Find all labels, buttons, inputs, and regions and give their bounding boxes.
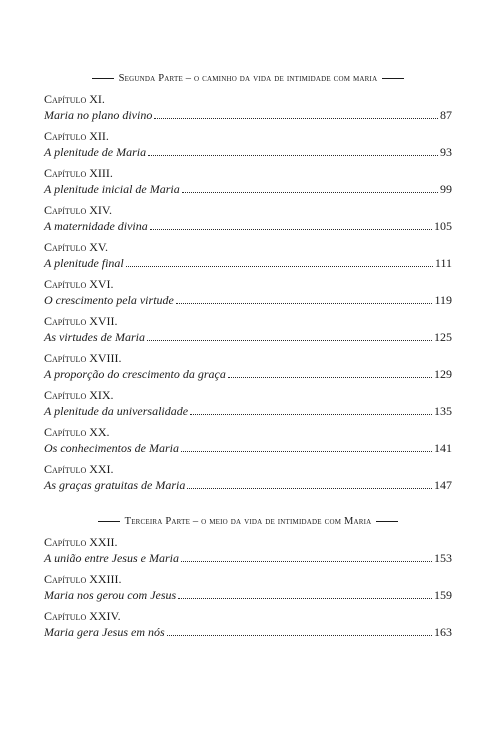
chapter-title: A plenitude de Maria — [44, 145, 147, 159]
chapter-title: Maria nos gerou com Jesus — [44, 588, 177, 602]
dot-leader — [178, 598, 432, 599]
chapter-number: Capítulo XX. — [44, 425, 110, 439]
chapter-number: Capítulo XXIII. — [44, 572, 122, 586]
chapter-title: A proporção do crescimento da graça — [44, 367, 226, 381]
heading-rule-left — [92, 78, 114, 79]
page-number: 159 — [434, 588, 452, 602]
toc-entry-list — [44, 535, 452, 640]
chapter-title: A plenitude final — [44, 256, 124, 270]
chapter-title: As graças gratuitas de Maria — [44, 478, 186, 492]
chapter-number: Capítulo XIX. — [44, 388, 114, 402]
toc-entry[interactable] — [44, 277, 452, 308]
page-number: 125 — [434, 330, 452, 344]
dot-leader — [176, 303, 433, 304]
page-number: 135 — [434, 404, 452, 418]
chapter-number: Capítulo XI. — [44, 92, 105, 106]
toc-section-segunda-parte — [44, 70, 452, 493]
dot-leader — [150, 229, 432, 230]
chapter-number: Capítulo XVIII. — [44, 351, 122, 365]
heading-rule-left — [98, 521, 120, 522]
table-of-contents — [44, 70, 452, 652]
toc-entry[interactable] — [44, 92, 452, 123]
page-number: 119 — [434, 293, 452, 307]
toc-entry[interactable] — [44, 166, 452, 197]
chapter-title: A plenitude da universalidade — [44, 404, 189, 418]
chapter-number: Capítulo XV. — [44, 240, 109, 254]
chapter-title: Os conhecimentos de Maria — [44, 441, 179, 455]
toc-section-terceira-parte — [44, 513, 452, 640]
chapter-title: Maria gera Jesus em nós — [44, 625, 165, 639]
chapter-number: Capítulo XIV. — [44, 203, 113, 217]
heading-rule-right — [382, 78, 404, 79]
dot-leader — [126, 266, 433, 267]
page-number: 93 — [440, 145, 452, 159]
toc-entry-list — [44, 92, 452, 493]
dot-leader — [187, 488, 432, 489]
page-number: 99 — [440, 182, 452, 196]
chapter-number: Capítulo XII. — [44, 129, 109, 143]
chapter-number: Capítulo XVI. — [44, 277, 114, 291]
dot-leader — [190, 414, 432, 415]
toc-entry[interactable] — [44, 609, 452, 640]
dot-leader — [181, 561, 432, 562]
toc-entry[interactable] — [44, 425, 452, 456]
page-number: 163 — [434, 625, 452, 639]
toc-entry[interactable] — [44, 240, 452, 271]
toc-entry[interactable] — [44, 388, 452, 419]
chapter-number: Capítulo XXI. — [44, 462, 114, 476]
toc-entry[interactable] — [44, 572, 452, 603]
chapter-number: Capítulo XXII. — [44, 535, 118, 549]
chapter-title: Maria no plano divino — [44, 108, 153, 122]
toc-entry[interactable] — [44, 314, 452, 345]
page-number: 129 — [434, 367, 452, 381]
chapter-number: Capítulo XVII. — [44, 314, 118, 328]
toc-entry[interactable] — [44, 462, 452, 493]
toc-entry[interactable] — [44, 535, 452, 566]
part-heading-text: Segunda Parte – o caminho da vida de intimidade com maria — [118, 72, 378, 84]
part-heading — [44, 70, 452, 86]
toc-entry[interactable] — [44, 129, 452, 160]
page-number: 111 — [434, 256, 452, 270]
dot-leader — [148, 155, 438, 156]
chapter-title: A união entre Jesus e Maria — [44, 551, 179, 565]
toc-entry[interactable] — [44, 203, 452, 234]
part-heading-text: Terceira Parte – o meio da vida de intimidade com Maria — [124, 515, 372, 527]
heading-rule-right — [376, 521, 398, 522]
chapter-number: Capítulo XIII. — [44, 166, 113, 180]
dot-leader — [182, 192, 438, 193]
chapter-title: A maternidade divina — [44, 219, 148, 233]
part-heading — [44, 513, 452, 529]
dot-leader — [167, 635, 432, 636]
dot-leader — [228, 377, 432, 378]
page-number: 141 — [434, 441, 452, 455]
page-number: 87 — [440, 108, 452, 122]
page-number: 153 — [434, 551, 452, 565]
chapter-title: As virtudes de Maria — [44, 330, 145, 344]
dot-leader — [154, 118, 438, 119]
dot-leader — [147, 340, 432, 341]
chapter-title: O crescimento pela virtude — [44, 293, 174, 307]
dot-leader — [181, 451, 432, 452]
chapter-title: A plenitude inicial de Maria — [44, 182, 180, 196]
chapter-number: Capítulo XXIV. — [44, 609, 121, 623]
page-number: 105 — [434, 219, 452, 233]
page-number: 147 — [434, 478, 452, 492]
toc-entry[interactable] — [44, 351, 452, 382]
